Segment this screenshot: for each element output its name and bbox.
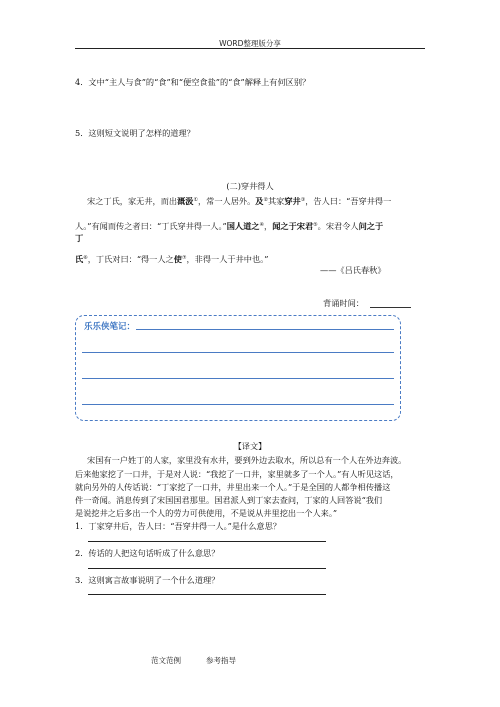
notes-line — [82, 352, 394, 353]
passage-line-2 — [75, 220, 383, 232]
keyword: 使 — [173, 254, 182, 264]
translation-line: 是说挖井之后多出一个人的劳力可供使用，不是说从井里挖出一个人来。” — [75, 508, 338, 518]
footnote-marker: ③ — [300, 197, 306, 203]
text: 宋之丁氏，家无井，而出 — [87, 196, 178, 206]
passage-title: (二)穿井得人 — [226, 181, 274, 191]
answer-line[interactable] — [88, 594, 326, 595]
passage-source: ——《吕氏春秋》 — [320, 265, 386, 275]
passage-line-2b — [75, 233, 83, 244]
keyword: 丁 — [75, 233, 84, 243]
exercise-3: 3．这则寓言故事说明了一个什么道理？ — [75, 575, 220, 585]
text: ，丁氏对曰：“得一人之 — [87, 254, 174, 264]
text: ，常一人居外。 — [197, 196, 256, 206]
footnote-marker: ⑤ — [313, 222, 318, 228]
footnote-marker: ⑦ — [181, 255, 187, 261]
text: ， — [263, 221, 273, 231]
notes-line — [82, 378, 394, 379]
passage-line-3 — [75, 253, 268, 265]
text: 其家 — [267, 196, 285, 206]
keyword: 闻之于宋君 — [272, 221, 314, 231]
notes-label: 乐乐侠笔记： — [84, 322, 136, 332]
answer-line[interactable] — [88, 568, 326, 569]
footer-left: 范文范例 — [151, 656, 181, 665]
keyword: 国人道之 — [226, 221, 260, 231]
footer-right: 参考指导 — [206, 656, 236, 665]
question-4: 4．文中“主人与食”的“食”和“便空食盐”的“食”解释上有何区别？ — [75, 77, 311, 87]
footnote-marker: ② — [263, 197, 268, 203]
text: ，告人曰：“吾穿井得一 — [305, 196, 392, 206]
translation-line: 件一奇闻。消息传到了宋国国君那里。国君派人到丁家去查问，丁家的人回答说“我们 — [75, 495, 383, 505]
page-header: WORD整理版分享 — [219, 39, 281, 48]
translation-line: 宋国有一户姓丁的人家，家里没有水井，要到外边去取水，所以总有一个人在外边奔波。 — [87, 455, 407, 465]
text: ，非得一人于井中也。” — [186, 254, 269, 264]
translation-line: 就向另外的人传话说：“丁家挖了一口井，井里出来一个人。”于是全国的人都争相传播这 — [75, 482, 391, 492]
keyword: 问之于 — [358, 221, 384, 231]
keyword: 穿井 — [284, 196, 301, 206]
notes-line — [82, 404, 394, 405]
keyword: 溉汲 — [177, 196, 194, 206]
text: 人。”有闻而传之者曰：“丁氏穿井得一人。” — [75, 221, 227, 231]
exercise-1: 1．丁家穿井后，告人曰：“吾穿井得一人。”是什么意思？ — [75, 521, 281, 531]
passage-line-1 — [87, 195, 391, 207]
question-5: 5．这则短文说明了怎样的道理？ — [75, 128, 195, 138]
recite-time-label: 背诵时间： — [323, 298, 364, 308]
keyword: 氏 — [75, 254, 84, 264]
recite-time-blank — [370, 307, 411, 308]
header-divider — [75, 48, 425, 49]
footnote-marker: ⑥ — [83, 255, 88, 261]
answer-line[interactable] — [88, 541, 326, 542]
keyword: 及 — [255, 196, 264, 206]
notes-line — [136, 329, 394, 330]
translation-title: 【译文】 — [233, 441, 267, 451]
exercise-2: 2．传话的人把这句话听成了什么意思？ — [75, 548, 220, 558]
translation-line: 后来他家挖了一口井，于是对人说：“我挖了一口井，家里就多了一个人。”有人听见这话， — [75, 469, 399, 479]
footnote-marker: ① — [193, 197, 198, 203]
footnote-marker: ④ — [259, 222, 264, 228]
text: 。宋君令人 — [317, 221, 359, 231]
